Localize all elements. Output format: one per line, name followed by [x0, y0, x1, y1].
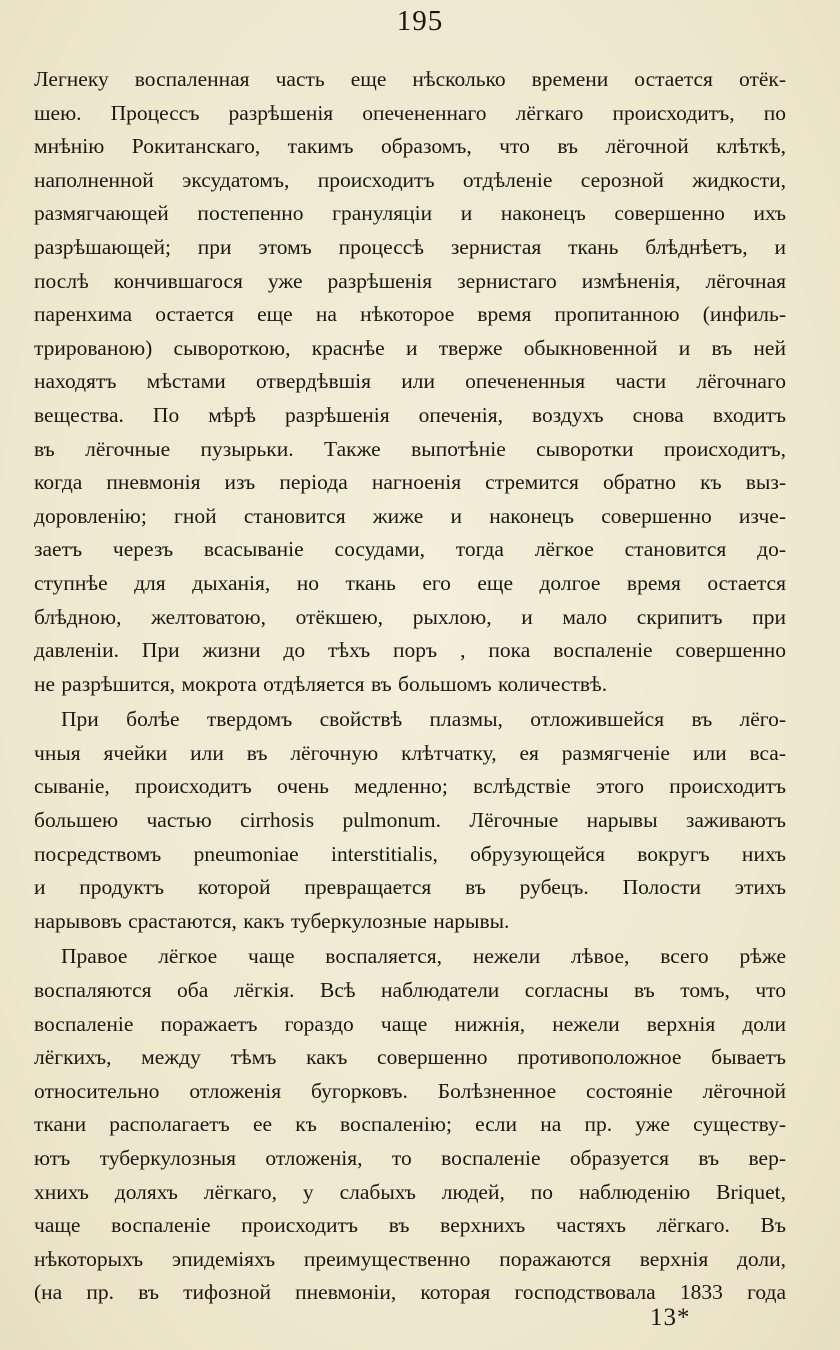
text-line: нѣкоторыхъ эпидеміяхъ преимущественно поражаются верхнія доли, [34, 1246, 786, 1271]
text-line: (на пр. въ тифозной пневмоніи, которая господствовала 1833 года [34, 1280, 786, 1305]
text-line: воспаляются оба лёгкія. Всѣ наблюдатели согласны въ томъ, что [34, 978, 786, 1003]
text-line: посредствомъ pneumoniae interstitialis, обрузующейся вокругъ нихъ [34, 841, 786, 866]
text-line: ютъ туберкулозныя отложенія, то воспаленіе образуется въ вер- [34, 1146, 786, 1170]
text-line: когда пневмонія изъ періода нагноенія стремится обратно къ выз- [34, 470, 786, 495]
text-line: находятъ мѣстами отвердѣвшія или опечененныя части лёгочнаго [34, 369, 786, 394]
text-line: При болѣе твердомъ свойствѣ плазмы, отложившейся въ лёго- [61, 707, 786, 732]
text-line: хнихъ доляхъ лёгкаго, у слабыхъ людей, по наблюденію Briquet, [34, 1179, 786, 1204]
text-line: Легнеку воспаленная часть еще нѣсколько времени остается отёк- [34, 67, 786, 91]
text-line: шею. Процессъ разрѣшенія опечененнаго лёгкаго происходитъ, по [34, 100, 786, 125]
text-line: доровленію; гной становится жиже и наконецъ совершенно изче- [34, 503, 786, 528]
text-line: разрѣшающей; при этомъ процессѣ зернистая ткань блѣднѣетъ, и [34, 234, 786, 259]
paragraph-2 [34, 703, 786, 938]
text-line: большею частью cirrhosis pulmonum. Лёгочные нарывы заживаютъ [34, 808, 786, 833]
text-line: не разрѣшится, мокрота отдѣляется въ большомъ количествѣ. [34, 671, 608, 696]
paragraph-1 [34, 63, 786, 701]
page-number: 195 [396, 5, 444, 37]
text-line: размягчающей постепенно грануляціи и наконецъ совершенно ихъ [34, 201, 786, 226]
text-line: сываніе, происходитъ очень медленно; вслѣдствіе этого происходитъ [34, 774, 786, 799]
text-line: ткани располагаетъ ее къ воспаленію; если на пр. уже существу- [34, 1112, 786, 1137]
text-line: и продуктъ которой превращается въ рубецъ. Полости этихъ [34, 875, 786, 900]
text-line: чныя ячейки или въ лёгочную клѣтчатку, ея размягченіе или вса- [34, 740, 786, 765]
text-line: трированою) сывороткою, краснѣе и тверже обыкновенной и въ ней [34, 335, 786, 360]
text-line: Правое лёгкое чаще воспаляется, нежели лѣвое, всего рѣже [61, 944, 786, 969]
text-line: заетъ черезъ всасываніе сосудами, тогда лёгкое становится до- [34, 537, 786, 562]
text-line: чаще воспаленіе происходитъ въ верхнихъ частяхъ лёгкаго. Въ [34, 1213, 786, 1238]
text-line: относительно отложенія бугорковъ. Болѣзненное состояніе лёгочной [34, 1078, 786, 1103]
signature-mark: 13* [650, 1304, 691, 1331]
text-line: послѣ кончившагося уже разрѣшенія зернистаго измѣненія, лёгочная [34, 268, 786, 293]
text-line: вещества. По мѣрѣ разрѣшенія опеченія, воздухъ снова входитъ [34, 402, 786, 427]
paragraph-3 [34, 940, 786, 1310]
text-line: лёгкихъ, между тѣмъ какъ совершенно противоположное бываетъ [34, 1045, 786, 1070]
text-line: воспаленіе поражаетъ гораздо чаще нижнія, нежели верхнія доли [34, 1011, 786, 1036]
text-line: блѣдною, желтоватою, отёкшею, рыхлою, и мало скрипитъ при [34, 604, 786, 629]
text-line: ступнѣе для дыханія, но ткань его еще долгое время остается [34, 570, 786, 595]
text-line: нарывовъ срастаются, какъ туберкулозные нарывы. [34, 908, 510, 933]
body-text [34, 63, 786, 1310]
text-line: мнѣнію Рокитанскаго, такимъ образомъ, что въ лёгочной клѣткѣ, [34, 134, 786, 159]
text-line: паренхима остается еще на нѣкоторое время пропитанною (инфиль- [34, 302, 786, 327]
text-line: давленіи. При жизни до тѣхъ поръ , пока воспаленіе совершенно [34, 638, 786, 663]
text-line: наполненной эксудатомъ, происходитъ отдѣленіе серозной жидкости, [34, 167, 786, 192]
text-line: въ лёгочные пузырьки. Также выпотѣніе сыворотки происходитъ, [34, 436, 786, 461]
